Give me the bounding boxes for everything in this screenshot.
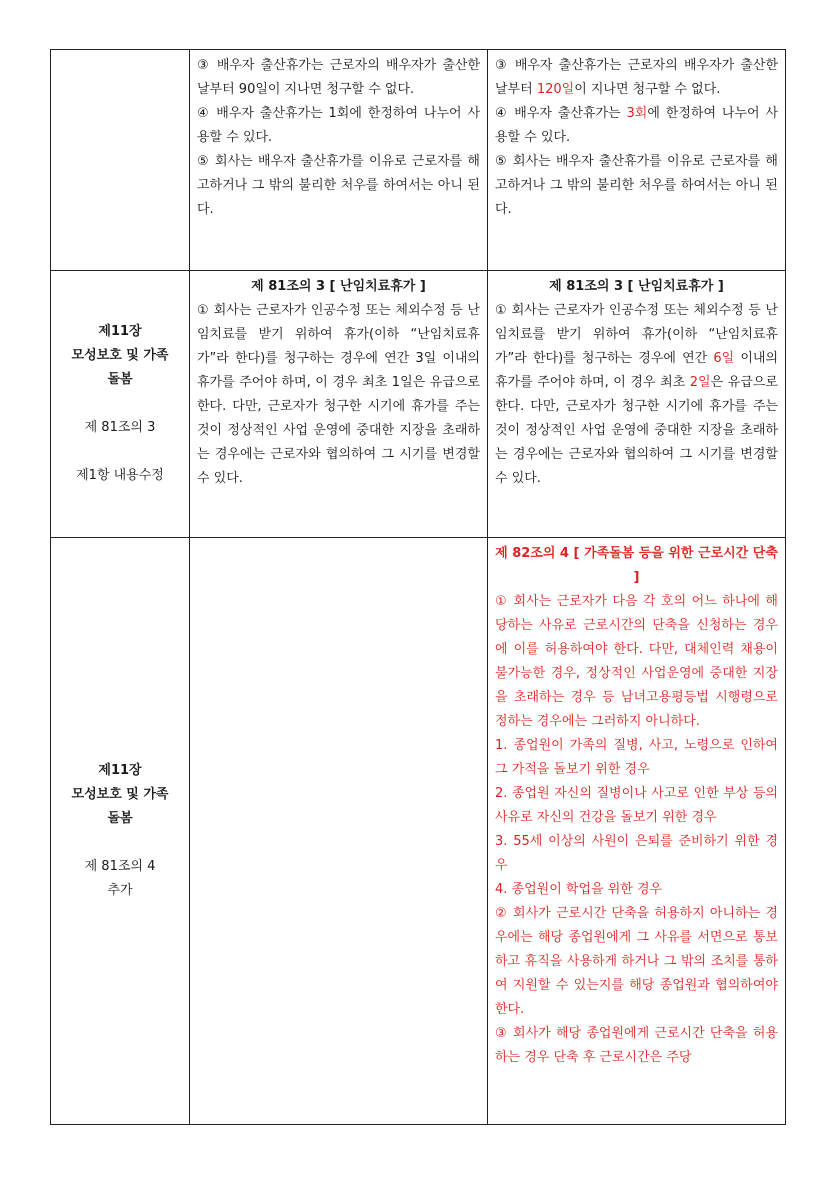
change-note: 제1항 내용수정 [76, 468, 164, 483]
paragraph [495, 299, 778, 491]
paragraph: ⑤ 회사는 배우자 출산휴가를 이유로 근로자를 해고하거나 그 밖의 불리한 처우를 하여서는 아니 된다. [495, 154, 778, 217]
after-cell [488, 50, 786, 271]
changed-value: 6일 [713, 351, 735, 366]
paragraph: ② 회사가 근로시간 단축을 허용하지 아니하는 경우에는 해당 종업원에게 그 사유를 서면으로 통보하고 휴직을 사용하게 하거나 그 밖의 조치를 통하여 지원할 수 있는지를 해당 종업원과 협의하여야 한다. [495, 906, 778, 1017]
paragraph: ⑤ 회사는 배우자 출산휴가를 이유로 근로자를 해고하거나 그 밖의 불리한 처우를 하여서는 아니 된다. [197, 154, 480, 217]
category-cell [51, 538, 190, 1125]
text-run: ① 회사는 근로자가 인공수정 또는 체외수정 등 난임치료를 받기 위하여 휴가(이하 “난임치료휴가”라 한다)를 청구하는 경우에 연간 [495, 303, 778, 366]
list-item: 2. 종업원 자신의 질병이나 사고로 인한 부상 등의 사유로 자신의 건강을 돌보기 위한 경우 [495, 786, 778, 825]
text-run: 은 유급으로 한다. 다만, 근로자가 청구한 시기에 휴가를 주는 것이 정상적인 사업 운영에 중대한 지장을 초래하는 경우에는 근로자와 협의하여 그 시기를 변경할 수 있다. [495, 375, 778, 486]
table-row [51, 271, 786, 538]
chapter-title: 모성보호 및 가족 [71, 348, 169, 363]
text-run: 이내의 휴가를 주어야 하며, 이 경우 최초 [495, 351, 779, 390]
text-run: ③ 배우자 출산휴가는 근로자의 배우자가 출산한 날부터 [495, 58, 778, 97]
change-note: 추가 [107, 883, 133, 898]
article-label: 제 81조의 3 [84, 420, 156, 435]
changed-value: 3회 [626, 106, 648, 121]
table-row [51, 538, 786, 1125]
article-heading: 제 81조의 3 [ 난임치료휴가 ] [251, 279, 426, 294]
list-item: 3. 55세 이상의 사원이 은퇴를 준비하기 위한 경우 [495, 834, 778, 873]
paragraph: ③ 회사가 해당 종업원에게 근로시간 단축을 허용하는 경우 단축 후 근로시간은 주당 [495, 1026, 778, 1065]
table-row [51, 50, 786, 271]
text-run: ④ 배우자 출산휴가는 [495, 106, 627, 121]
paragraph [495, 102, 778, 150]
article-label: 제 81조의 4 [84, 859, 156, 874]
paragraph [495, 54, 778, 102]
before-cell [190, 50, 488, 271]
list-item: 4. 종업원이 학업을 위한 경우 [495, 882, 663, 897]
chapter-title: 모성보호 및 가족 [71, 787, 169, 802]
before-cell [190, 271, 488, 538]
article-heading: 제 82조의 4 [ 가족돌봄 등을 위한 근로시간 단축 ] [495, 546, 778, 585]
comparison-table [50, 49, 786, 1125]
before-cell-empty [190, 538, 488, 1125]
chapter-label: 제11장 [98, 324, 142, 339]
paragraph: ③ 배우자 출산휴가는 근로자의 배우자가 출산한 날부터 90일이 지나면 청구할 수 없다. [197, 58, 480, 97]
list-item: 1. 종업원이 가족의 질병, 사고, 노령으로 인하여 그 가적을 돌보기 위한 경우 [495, 738, 778, 777]
paragraph: ① 회사는 근로자가 인공수정 또는 체외수정 등 난임치료를 받기 위하여 휴가(이하 “난임치료휴가”라 한다)를 청구하는 경우에 연간 3일 이내의 휴가를 주어야 하며, 이 경우 최초 1일은 유급으로 한다. 다만, 근로자가 청구한 시기에 휴가를 주는 것이 정상적인 사업 운영에 중대한 지장을 초래하는 경우에는 근로자와 협의하여 그 시기를 변경할 수 있다. [197, 303, 480, 486]
changed-value: 2일 [689, 375, 711, 390]
chapter-title: 돌봄 [107, 372, 133, 387]
chapter-label: 제11장 [98, 763, 142, 778]
category-cell [51, 271, 190, 538]
text-run: 에 한정하여 나누어 사용할 수 있다. [495, 106, 778, 145]
changed-value: 120일 [536, 82, 575, 97]
paragraph: ④ 배우자 출산휴가는 1회에 한정하여 나누어 사용할 수 있다. [197, 106, 480, 145]
after-cell [488, 538, 786, 1125]
category-cell-empty [51, 50, 190, 271]
after-cell [488, 271, 786, 538]
text-run: 이 지나면 청구할 수 없다. [574, 82, 721, 97]
article-heading: 제 81조의 3 [ 난임치료휴가 ] [549, 279, 724, 294]
chapter-title: 돌봄 [107, 811, 133, 826]
paragraph: ① 회사는 근로자가 다음 각 호의 어느 하나에 해당하는 사유로 근로시간의 단축을 신청하는 경우에 이를 허용하여야 한다. 다만, 대체인력 채용이 불가능한 경우, 정상적인 사업운영에 중대한 지장을 초래하는 경우 등 남녀고용평등법 시행령으로 정하는 경우에는 그러하지 아니하다. [495, 594, 778, 729]
